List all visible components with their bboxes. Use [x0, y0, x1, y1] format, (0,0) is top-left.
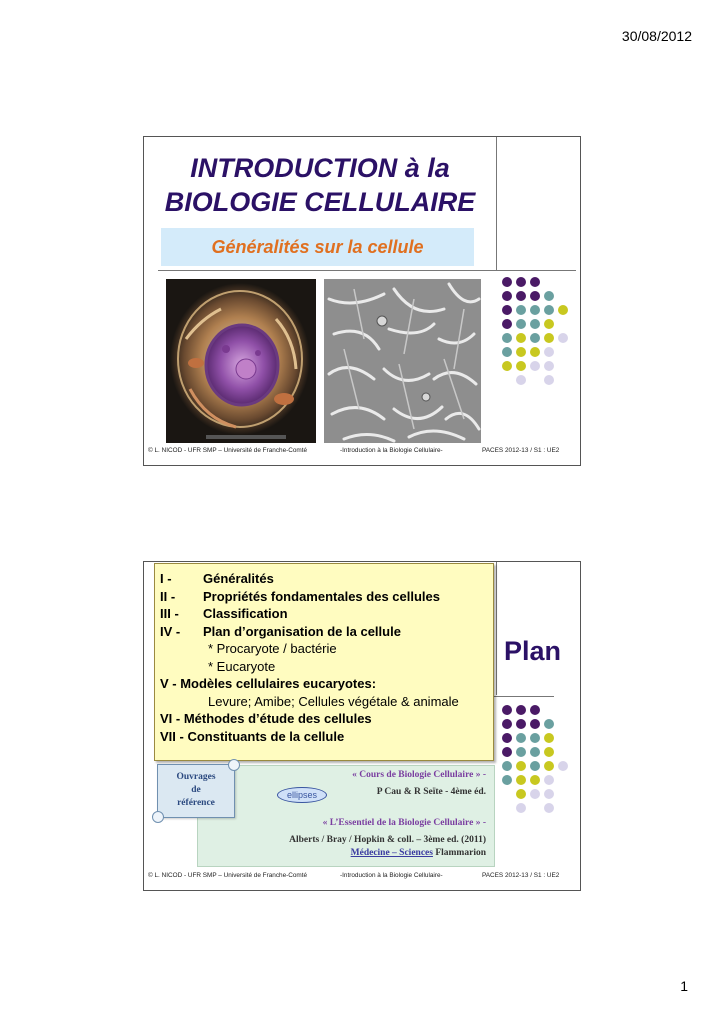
reference-2-publisher: Médecine – Sciences Flammarion — [350, 848, 486, 858]
outline-subitem: * Eucaryote — [208, 658, 276, 674]
page-number: 1 — [680, 978, 688, 994]
scroll-curl-icon — [152, 811, 164, 823]
outline-item: I - Généralités — [160, 571, 274, 586]
slide-footer — [144, 872, 580, 884]
plan-outline-box — [154, 563, 494, 761]
reference-1-title: « Cours de Biologie Cellulaire » - — [352, 770, 486, 780]
title-line-2: BIOLOGIE CELLULAIRE — [164, 187, 476, 217]
scroll-curl-icon — [228, 759, 240, 771]
ellipses-publisher-logo: ellipses — [277, 787, 327, 803]
footer-term: PACES 2012-13 / S1 : UE2 — [482, 447, 560, 454]
reference-books-label: Ouvrages de référence — [176, 772, 216, 808]
footer-term: PACES 2012-13 / S1 : UE2 — [482, 872, 560, 879]
outline-item: V - Modèles cellulaires eucaryotes: — [160, 676, 377, 691]
cell-illustration-image — [166, 279, 316, 443]
slide-footer — [144, 447, 580, 459]
outline-item: IV - Plan d’organisation de la cellule — [160, 623, 401, 639]
page-date: 30/08/2012 — [621, 28, 692, 44]
footer-course: -Introduction à la Biologie Cellulaire- — [340, 872, 443, 879]
plan-heading: Plan — [504, 636, 562, 666]
outline-item: VII - Constituants de la cellule — [160, 728, 345, 744]
footer-course: -Introduction à la Biologie Cellulaire- — [340, 447, 443, 454]
outline-subitem: * Procaryote / bactérie — [208, 641, 337, 656]
reference-2-authors: Alberts / Bray / Hopkin & coll. – 3ème ed. (2011) — [289, 835, 486, 845]
divider-horizontal — [158, 270, 576, 271]
slide-title — [144, 151, 496, 219]
title-line-1: INTRODUCTION à la — [190, 153, 450, 183]
reference-2-title: « L’Essentiel de la Biologie Cellulaire » - — [322, 818, 486, 828]
outline-item: VI - Méthodes d’étude des cellules — [160, 711, 372, 726]
reference-books-scroll — [157, 764, 235, 818]
microscopy-image — [324, 279, 481, 443]
references-panel — [197, 765, 495, 867]
reference-1-authors: P Cau & R Seïte - 4ème éd. — [376, 787, 486, 797]
outline-item: III - Classification — [160, 606, 288, 621]
slide-1 — [143, 136, 581, 466]
divider-vertical — [496, 137, 497, 270]
outline-item: II - Propriétés fondamentales des cellules — [160, 588, 440, 604]
divider-vertical — [496, 562, 497, 695]
footer-author: © L. NICOD - UFR SMP – Université de Franche-Comté — [148, 872, 308, 879]
slide-subtitle: Généralités sur la cellule — [211, 237, 424, 257]
footer-author: © L. NICOD - UFR SMP – Université de Franche-Comté — [148, 447, 308, 454]
outline-subitem: Levure; Amibe; Cellules végétale & animale — [208, 693, 459, 709]
subtitle-box — [161, 228, 474, 266]
